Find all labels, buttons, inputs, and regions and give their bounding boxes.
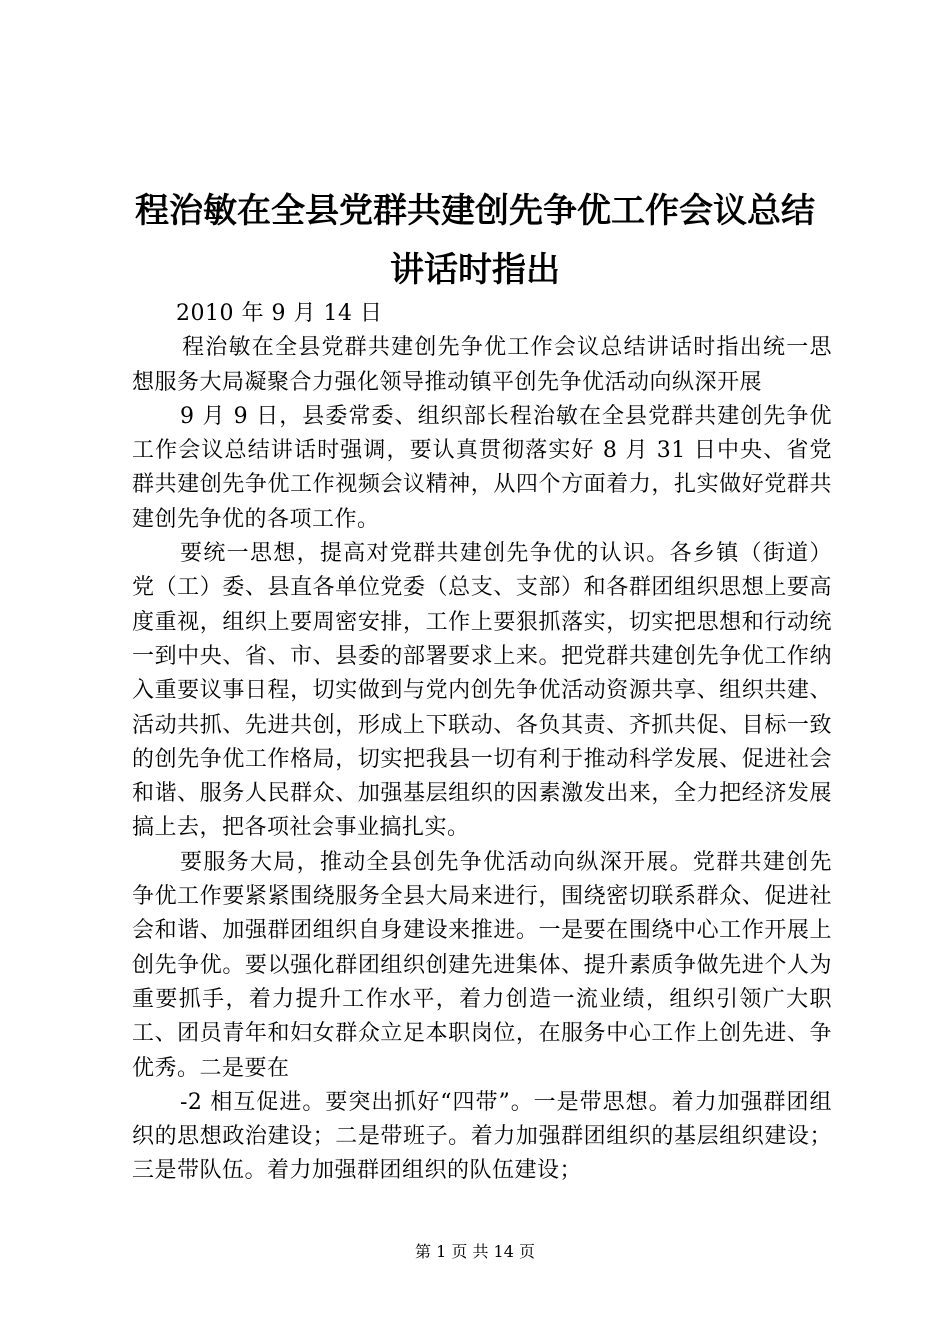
page-footer: 第 1 页 共 14 页 [415, 1242, 535, 1261]
document-title-line-2: 讲话时指出 [390, 250, 560, 290]
body-paragraph: -2 相互促进。要突出抓好“四带”。一是带思想。着力加强群团组织的思想政治建设；二是带班子。着力加强群团组织的基层组织建设；三是带队伍。着力加强群团组织的队伍建设； [132, 1089, 832, 1184]
body-paragraph: 9 月 9 日，县委常委、组织部长程治敏在全县党群共建创先争优工作会议总结讲话时强调，要认真贯彻落实好 8 月 31 日中央、省党群共建创先争优工作视频会议精神，从四个方面着力，扎实做好党群共建创先争优的各项工作。 [132, 403, 832, 532]
date-line: 2010 年 9 月 14 日 [176, 301, 383, 326]
intro-paragraph: 程治敏在全县党群共建创先争优工作会议总结讲话时指出统一思想服务大局凝聚合力强化领导推动镇平创先争优活动向纵深开展 [132, 335, 832, 395]
body-paragraph: 要服务大局，推动全县创先争优活动向纵深开展。党群共建创先争优工作要紧紧围绕服务全县大局来进行，围绕密切联系群众、促进社会和谐、加强群团组织自身建设来推进。一是要在围绕中心工作开展上创先争优。要以强化群团组织创建先进集体、提升素质争做先进个人为重要抓手，着力提升工作水平，着力创造一流业绩，组织引领广大职工、团员青年和妇女群众立足本职岗位，在服务中心工作上创先进、争优秀。二是要在 [132, 849, 832, 1081]
document-body [132, 297, 832, 1189]
body-paragraph: 要统一思想，提高对党群共建创先争优的认识。各乡镇（街道）党（工）委、县直各单位党委（总支、支部）和各群团组织思想上要高度重视，组织上要周密安排，工作上要狠抓落实，切实把思想和行动统一到中央、省、市、县委的部署要求上来。把党群共建创先争优工作纳入重要议事日程，切实做到与党内创先争优活动资源共享、组织共建、活动共抓、先进共创，形成上下联动、各负其责、齐抓共促、目标一致的创先争优工作格局，切实把我县一切有利于推动科学发展、促进社会和谐、服务人民群众、加强基层组织的因素激发出来，全力把经济发展搞上去，把各项社会事业搞扎实。 [132, 541, 832, 841]
document-title-line-1: 程治敏在全县党群共建创先争优工作会议总结 [135, 191, 815, 231]
